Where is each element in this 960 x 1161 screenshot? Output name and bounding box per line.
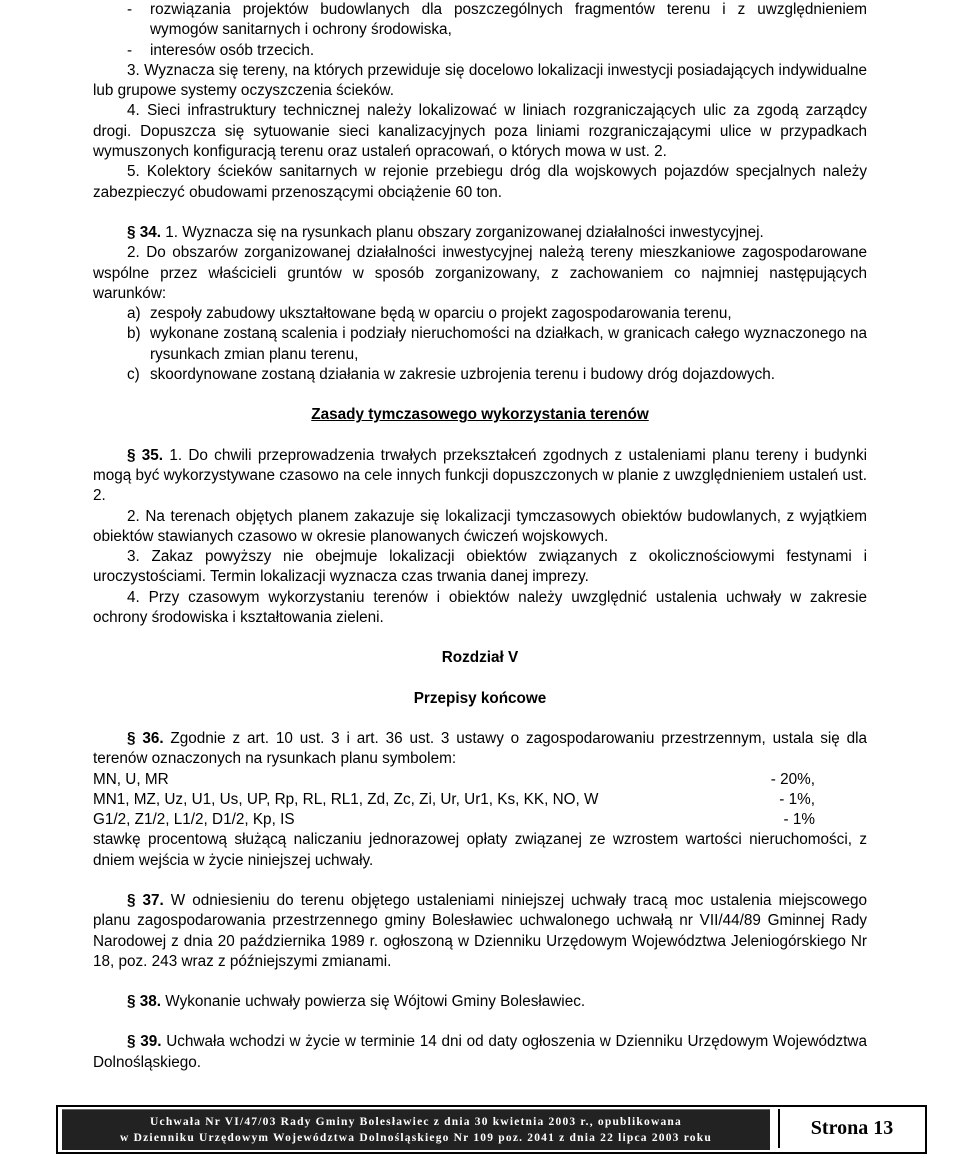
paragraph: 4. Sieci infrastruktury technicznej należy lokalizować w liniach rozgraniczających ulic za zgodą zarządcy drogi. Dopuszcza się sytuowanie sieci kanalizacyjnych poza liniami rozgraniczającymi ulice w przypadkach wymuszonych konfiguracją terenu oraz ustaleń opracowań, o których mowa w ust. 2.: [93, 102, 867, 161]
paragraph: 5. Kolektory ścieków sanitarnych w rejonie przebiegu dróg dla wojskowych pojazdów specjalnych należy zabezpieczyć obudowami przenoszącymi obciążenie 60 ton.: [93, 163, 867, 201]
paragraph: stawkę procentową służącą naliczaniu jednorazowej opłaty związanej ze wzrostem wartości nieruchomości, z dniem wejścia w życie niniejszej uchwały.: [93, 831, 867, 869]
section-39: § 39. Uchwała wchodzi w życie w terminie 14 dni od daty ogłoszenia w Dzienniku Urzędowym Województwa Dolnośląskiego.: [93, 1033, 867, 1071]
list-item: - interesów osób trzecich.: [127, 41, 315, 59]
paragraph: 3. Wyznacza się tereny, na których przewiduje się docelowo lokalizacji inwestycji posiadających indywidualne lub grupowe systemy oczyszczenia ścieków.: [93, 61, 867, 100]
paragraph: 2. Na terenach objętych planem zakazuje się lokalizacji tymczasowych obiektów budowlanych, z wyjątkiem obiektów stawianych czasowo w okresie planowanych ćwiczeń wojskowych.: [93, 507, 867, 545]
paragraph: 2. Do obszarów zorganizowanej działalności inwestycyjnej należą tereny mieszkaniowe zagospodarowane wspólne przez właścicieli gruntów w sposób zorganizowany, z zachowaniem co najmniej następujących warunków:: [93, 244, 867, 302]
paragraph: 3. Zakaz powyższy nie obejmuje lokalizacji obiektów związanych z okolicznościowymi festynami i uroczystościami. Termin lokalizacji wyznacza czas trwania danej imprezy.: [93, 548, 867, 586]
publication-note: Uchwała Nr VI/47/03 Rady Gminy Bolesławiec z dnia 30 kwietnia 2003 r., opublikowana w Dzienniku Urzędowym Województwa Dolnośląskiego Nr 109 poz. 2041 z dnia 22 lipca 2003 roku: [120, 1116, 712, 1144]
section-35: § 35. 1. Do chwili przeprowadzenia trwałych przekształceń zgodnych z ustaleniami planu tereny i budynki mogą być wykorzystywane czasowo na cele innych funkcji dopuszczonych w planie z uwzględnieniem ustaleń ust. 2.: [93, 446, 867, 505]
page-number: Strona 13: [778, 1109, 924, 1148]
chapter-title: Przepisy końcowe: [413, 689, 547, 707]
list-item: b) wykonane zostaną scalenia i podziały nieruchomości na działkach, w granicach całego wyznaczonego na rysunkach zmian planu terenu,: [127, 325, 867, 363]
rate-row: MN1, MZ, Uz, U1, Us, UP, Rp, RL, RL1, Zd, Zc, Zi, Ur, Ur1, Ks, KK, NO, W - 1%,: [93, 790, 815, 808]
page-footer: [56, 1105, 926, 1153]
chapter-number: Rozdział V: [441, 649, 519, 667]
section-heading: Zasady tymczasowego wykorzystania terenów: [311, 406, 649, 424]
list-item: a) zespoły zabudowy ukształtowane będą w oparciu o projekt zagospodarowania terenu,: [127, 305, 732, 323]
section-34: § 34. 1. Wyznacza się na rysunkach planu obszary zorganizowanej działalności inwestycyjnej.: [127, 223, 764, 241]
list-item: - rozwiązania projektów budowlanych dla poszczególnych fragmentów terenu i z uwzględnieniem wymogów sanitarnych i ochrony środowiska,: [127, 1, 867, 39]
rate-row: MN, U, MR - 20%,: [93, 770, 815, 788]
section-36: § 36. Zgodnie z art. 10 ust. 3 i art. 36 ust. 3 ustawy o zagospodarowaniu przestrzennym, ustala się dla terenów oznaczonych na rysunkach planu symbolem:: [93, 729, 867, 768]
section-38: § 38. Wykonanie uchwały powierza się Wójtowi Gminy Bolesławiec.: [127, 993, 586, 1011]
rate-row: G1/2, Z1/2, L1/2, D1/2, Kp, IS - 1%: [93, 811, 815, 829]
section-37: § 37. W odniesieniu do terenu objętego ustaleniami niniejszej uchwały tracą moc ustalenia miejscowego planu zagospodarowania przestrzennego gminy Bolesławiec uchwalonego uchwałą nr VII/44/89 Gminnej Rady Narodowej z dnia 20 października 1989 r. ogłoszoną w Dzienniku Urzędowym Województwa Jeleniogórskiego Nr 18, poz. 243 wraz z późniejszymi zmianami.: [93, 891, 868, 970]
paragraph: 4. Przy czasowym wykorzystaniu terenów i obiektów należy uwzględnić ustalenia uchwały w zakresie ochrony środowiska i kształtowania zieleni.: [93, 588, 867, 627]
document-body: [93, 0, 867, 1073]
list-item: c) skoordynowane zostaną działania w zakresie uzbrojenia terenu i budowy dróg dojazdowych.: [127, 366, 775, 384]
